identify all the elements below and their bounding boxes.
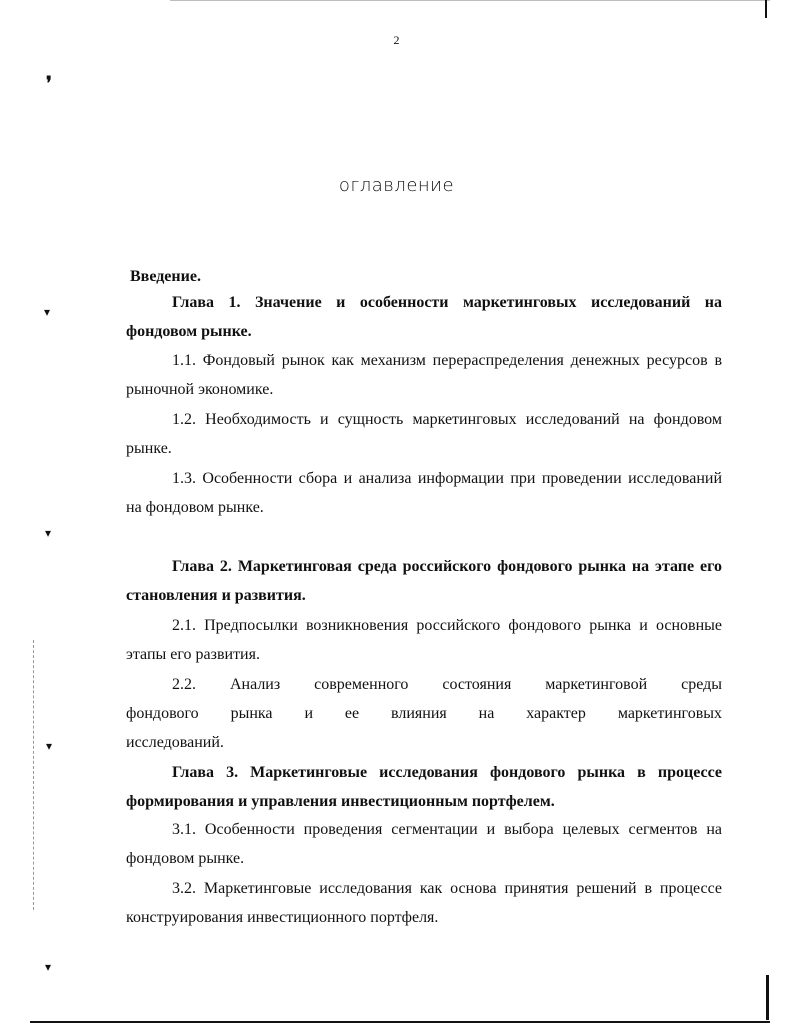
binding-hole-mark: ▾ (46, 739, 53, 753)
toc-chapter-1-title: Глава 1. Значение и особенности маркетинговых исследований на фондовом рынке. (126, 294, 722, 340)
toc-section-1-1: 1.1. Фондовый рынок как механизм перераспределения денежных ресурсов в рыночной экономике. (126, 352, 722, 398)
toc-section-2-1: 2.1. Предпосылки возникновения российского фондового рынка и основные этапы его развития. (126, 617, 722, 663)
page-number: 2 (393, 33, 400, 47)
toc-section-1-3: 1.3. Особенности сбора и анализа информации при проведении исследований на фондовом рынке. (126, 470, 722, 516)
toc-chapter-2-title: Глава 2. Маркетинговая среда российского фондового рынка на этапе его становления и развития. (126, 558, 722, 604)
binding-hole-mark: ▾ (45, 960, 52, 974)
page-title: оглавление (338, 175, 455, 196)
scan-border-top (170, 0, 770, 1)
scan-border-left (33, 640, 34, 910)
toc-introduction: Введение. (130, 268, 201, 285)
binding-hole-mark: ❜ (46, 73, 52, 93)
scan-border-bottom (30, 1021, 770, 1023)
toc-chapter-3-title: Глава 3. Маркетинговые исследования фондового рынка в процессе формирования и управления инвестиционным портфелем. (126, 764, 722, 810)
toc-section-3-2: 3.2. Маркетинговые исследования как основа принятия решений в процессе конструирования инвестиционного портфеля. (126, 880, 722, 926)
toc-section-2-2: 2.2. Анализ современного состояния маркетинговой среды фондового рынка и ее влияния на характер маркетинговых исследований. (126, 676, 722, 751)
toc-section-1-2: 1.2. Необходимость и сущность маркетинговых исследований на фондовом рынке. (126, 411, 722, 457)
scan-border-right-bottom (766, 975, 769, 1020)
scan-border-right-top (765, 0, 767, 18)
binding-hole-mark: ▾ (45, 526, 52, 540)
toc-section-3-1: 3.1. Особенности проведения сегментации и выбора целевых сегментов на фондовом рынке. (126, 821, 722, 867)
binding-hole-mark: ▾ (44, 305, 51, 319)
